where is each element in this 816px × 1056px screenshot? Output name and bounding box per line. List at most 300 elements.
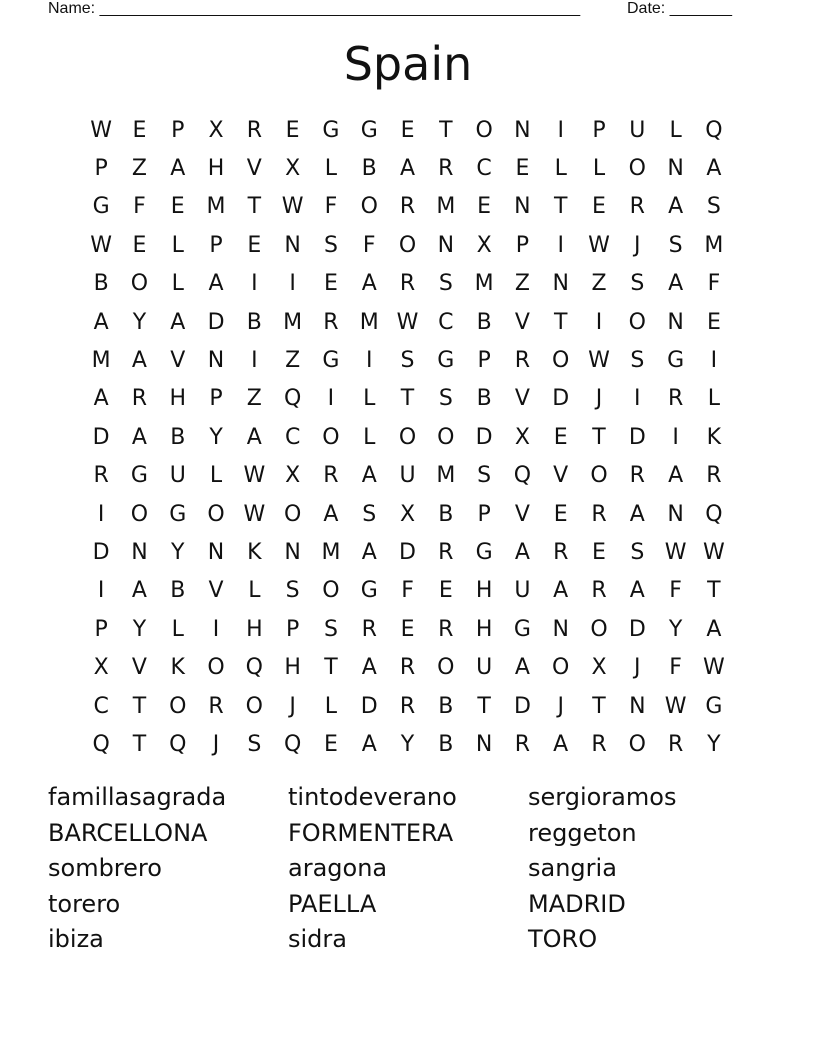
grid-letter: B bbox=[476, 309, 492, 335]
grid-letter: E bbox=[477, 194, 492, 220]
grid-letter: G bbox=[475, 539, 493, 565]
grid-letter: P bbox=[209, 232, 223, 258]
grid-row bbox=[82, 380, 734, 418]
grid-letter: R bbox=[438, 616, 454, 642]
grid-letter: P bbox=[285, 616, 300, 642]
grid-letter: T bbox=[553, 309, 568, 335]
grid-row bbox=[82, 303, 734, 341]
grid-letter: T bbox=[477, 693, 491, 719]
grid-letter: W bbox=[664, 693, 687, 719]
grid-letter: V bbox=[514, 501, 530, 527]
grid-row bbox=[82, 572, 734, 610]
grid-letter: N bbox=[552, 271, 569, 297]
grid-letter: S bbox=[285, 578, 300, 604]
grid-letter: B bbox=[93, 271, 109, 297]
grid-letter: F bbox=[133, 194, 146, 220]
grid-letter: I bbox=[251, 271, 258, 297]
grid-letter: B bbox=[170, 424, 186, 450]
grid-letter: J bbox=[595, 386, 603, 412]
grid-letter: V bbox=[131, 655, 147, 681]
grid-letter: E bbox=[592, 539, 606, 565]
grid-letter: O bbox=[552, 348, 570, 374]
grid-letter: V bbox=[514, 309, 530, 335]
grid-letter: M bbox=[91, 348, 111, 374]
grid-letter: E bbox=[323, 271, 338, 297]
grid-letter: A bbox=[514, 539, 530, 565]
grid-letter: M bbox=[436, 194, 456, 220]
grid-letter: P bbox=[171, 117, 185, 143]
grid-letter: S bbox=[630, 348, 645, 374]
grid-letter: N bbox=[629, 693, 646, 719]
grid-letter: N bbox=[475, 731, 493, 757]
grid-letter: A bbox=[706, 616, 722, 642]
grid-letter: G bbox=[667, 348, 685, 374]
word-bank-column bbox=[48, 780, 288, 958]
grid-letter: I bbox=[97, 501, 105, 527]
grid-letter: N bbox=[667, 309, 684, 335]
grid-letter: R bbox=[438, 156, 454, 182]
grid-letter: U bbox=[476, 655, 493, 681]
grid-letter: Y bbox=[668, 616, 683, 642]
grid-letter: R bbox=[553, 539, 569, 565]
grid-letter: R bbox=[208, 693, 224, 719]
grid-letter: A bbox=[514, 655, 530, 681]
grid-letter: R bbox=[438, 539, 454, 565]
grid-letter: L bbox=[592, 156, 606, 182]
grid-letter: J bbox=[634, 655, 641, 681]
grid-letter: N bbox=[284, 232, 301, 258]
grid-letter: O bbox=[628, 156, 646, 182]
grid-letter: O bbox=[628, 731, 646, 757]
grid-letter: O bbox=[398, 232, 417, 258]
grid-letter: I bbox=[212, 616, 220, 642]
word-bank-item: tintodeverano bbox=[288, 783, 457, 811]
grid-letter: H bbox=[169, 386, 187, 412]
grid-letter: I bbox=[289, 271, 296, 297]
grid-letter: B bbox=[476, 386, 492, 412]
grid-letter: L bbox=[171, 271, 184, 297]
grid-letter: W bbox=[90, 232, 113, 258]
grid-letter: O bbox=[283, 501, 302, 527]
grid-letter: C bbox=[438, 309, 454, 335]
grid-letter: Y bbox=[209, 424, 223, 450]
grid-letter: X bbox=[208, 117, 224, 143]
grid-letter: S bbox=[477, 463, 492, 489]
grid-letter: G bbox=[322, 348, 340, 374]
grid-letter: L bbox=[669, 117, 682, 143]
grid-letter: O bbox=[207, 501, 225, 527]
grid-letter: W bbox=[243, 501, 266, 527]
grid-letter: I bbox=[710, 348, 718, 374]
grid-letter: G bbox=[92, 194, 110, 220]
grid-letter: A bbox=[668, 194, 684, 220]
grid-letter: W bbox=[588, 348, 610, 374]
grid-letter: S bbox=[247, 731, 262, 757]
grid-letter: R bbox=[399, 693, 416, 719]
grid-letter: L bbox=[171, 232, 184, 258]
word-bank-item: aragona bbox=[288, 854, 388, 882]
grid-letter: W bbox=[90, 117, 113, 143]
grid-letter: Q bbox=[283, 386, 302, 412]
grid-letter: R bbox=[591, 731, 607, 757]
grid-letter: X bbox=[285, 156, 301, 182]
grid-letter: C bbox=[284, 424, 301, 450]
grid-letter: H bbox=[284, 655, 301, 681]
grid-letter: P bbox=[94, 156, 108, 182]
grid-letter: A bbox=[361, 539, 377, 565]
grid-letter: T bbox=[553, 194, 568, 220]
word-bank-item: torero bbox=[48, 889, 121, 918]
grid-letter: V bbox=[246, 156, 262, 182]
grid-letter: L bbox=[363, 424, 376, 450]
grid-letter: F bbox=[707, 271, 721, 297]
word-bank-column bbox=[528, 780, 768, 958]
grid-letter: R bbox=[361, 616, 377, 642]
grid-letter: T bbox=[132, 731, 147, 757]
grid-letter: Q bbox=[283, 731, 302, 757]
grid-row bbox=[82, 188, 734, 226]
grid-letter: N bbox=[437, 232, 455, 258]
grid-letter: R bbox=[246, 117, 262, 143]
grid-letter: Y bbox=[707, 731, 721, 757]
grid-letter: T bbox=[707, 578, 721, 604]
grid-letter: B bbox=[361, 156, 377, 182]
grid-letter: E bbox=[553, 424, 568, 450]
grid-letter: R bbox=[399, 271, 416, 297]
word-bank-item: reggeton bbox=[528, 818, 637, 847]
grid-letter: S bbox=[706, 194, 721, 220]
grid-letter: E bbox=[553, 501, 568, 527]
grid-letter: A bbox=[361, 463, 377, 489]
grid-letter: T bbox=[324, 655, 338, 681]
grid-letter: K bbox=[247, 539, 262, 565]
grid-letter: L bbox=[363, 386, 376, 412]
grid-letter: Q bbox=[92, 731, 110, 757]
grid-letter: G bbox=[169, 501, 187, 527]
grid-letter: T bbox=[439, 117, 453, 143]
grid-letter: W bbox=[243, 463, 266, 489]
grid-letter: V bbox=[208, 578, 224, 604]
grid-letter: O bbox=[590, 463, 608, 489]
grid-letter: F bbox=[362, 232, 376, 258]
grid-letter: I bbox=[557, 117, 564, 143]
grid-letter: Q bbox=[245, 655, 263, 681]
grid-row bbox=[82, 648, 734, 686]
word-bank-item: FORMENTERA bbox=[288, 818, 454, 847]
grid-letter: A bbox=[629, 501, 645, 527]
grid-letter: Z bbox=[285, 348, 301, 374]
grid-letter: S bbox=[438, 271, 453, 297]
grid-letter: R bbox=[591, 501, 607, 527]
grid-letter: D bbox=[628, 616, 646, 642]
grid-letter: I bbox=[365, 348, 373, 374]
grid-letter: D bbox=[92, 539, 110, 565]
grid-row bbox=[82, 533, 734, 571]
grid-letter: A bbox=[361, 731, 377, 757]
grid-letter: S bbox=[668, 232, 683, 258]
grid-letter: E bbox=[323, 731, 338, 757]
grid-letter: H bbox=[475, 578, 493, 604]
word-bank-item: TORO bbox=[528, 925, 598, 953]
grid-letter: E bbox=[285, 117, 300, 143]
grid-letter: U bbox=[629, 117, 646, 143]
grid-letter: I bbox=[672, 424, 679, 450]
grid-letter: O bbox=[590, 616, 608, 642]
grid-letter: S bbox=[630, 271, 645, 297]
grid-letter: L bbox=[707, 386, 721, 412]
grid-row bbox=[82, 418, 734, 456]
grid-letter: T bbox=[592, 424, 606, 450]
grid-letter: O bbox=[130, 501, 149, 527]
grid-letter: E bbox=[132, 232, 147, 258]
grid-letter: N bbox=[552, 616, 569, 642]
grid-letter: Q bbox=[169, 731, 187, 757]
grid-letter: S bbox=[323, 616, 338, 642]
grid-letter: I bbox=[634, 386, 641, 412]
grid-letter: E bbox=[400, 117, 415, 143]
grid-letter: O bbox=[130, 271, 149, 297]
grid-letter: B bbox=[438, 693, 454, 719]
grid-letter: E bbox=[592, 194, 606, 220]
grid-letter: R bbox=[667, 731, 684, 757]
grid-letter: A bbox=[323, 501, 339, 527]
grid-letter: X bbox=[285, 463, 301, 489]
word-bank-item: MADRID bbox=[528, 889, 626, 918]
grid-letter: Q bbox=[705, 117, 723, 143]
grid-letter: X bbox=[399, 501, 416, 527]
grid-letter: M bbox=[474, 271, 494, 297]
grid-letter: Y bbox=[132, 309, 147, 335]
grid-letter: N bbox=[514, 194, 531, 220]
grid-letter: I bbox=[557, 232, 564, 258]
grid-letter: E bbox=[706, 309, 721, 335]
grid-letter: B bbox=[438, 501, 454, 527]
grid-letter: N bbox=[514, 117, 531, 143]
grid-letter: J bbox=[212, 731, 220, 757]
grid-letter: L bbox=[209, 463, 223, 489]
grid-letter: P bbox=[515, 232, 530, 258]
grid-letter: T bbox=[400, 386, 415, 412]
grid-letter: U bbox=[169, 463, 186, 489]
grid-letter: C bbox=[476, 156, 492, 182]
grid-letter: W bbox=[703, 539, 725, 565]
grid-letter: Z bbox=[246, 386, 262, 412]
grid-letter: R bbox=[93, 463, 109, 489]
grid-letter: L bbox=[324, 693, 338, 719]
grid-letter: Y bbox=[171, 539, 185, 565]
grid-letter: R bbox=[667, 386, 684, 412]
grid-letter: J bbox=[634, 232, 641, 258]
word-bank-item: ibiza bbox=[48, 925, 104, 953]
grid-letter: A bbox=[668, 463, 684, 489]
grid-letter: N bbox=[667, 501, 684, 527]
grid-letter: M bbox=[359, 309, 379, 335]
grid-letter: B bbox=[246, 309, 262, 335]
word-bank-item: BARCELLONA bbox=[48, 818, 208, 847]
grid-letter: T bbox=[247, 194, 262, 220]
grid-letter: O bbox=[437, 655, 455, 681]
grid-letter: R bbox=[629, 194, 645, 220]
grid-letter: N bbox=[667, 156, 684, 182]
grid-letter: I bbox=[97, 578, 105, 604]
grid-letter: E bbox=[515, 156, 530, 182]
grid-letter: A bbox=[361, 655, 377, 681]
grid-letter: O bbox=[322, 578, 340, 604]
grid-letter: H bbox=[475, 616, 493, 642]
grid-letter: N bbox=[207, 539, 225, 565]
grid-letter: V bbox=[514, 386, 530, 412]
grid-letter: F bbox=[669, 655, 682, 681]
grid-letter: E bbox=[400, 616, 415, 642]
grid-letter: R bbox=[514, 731, 531, 757]
grid-letter: A bbox=[553, 578, 569, 604]
grid-row bbox=[82, 457, 734, 495]
grid-letter: M bbox=[436, 463, 456, 489]
grid-letter: A bbox=[208, 271, 224, 297]
grid-letter: X bbox=[514, 424, 530, 450]
grid-letter: F bbox=[669, 578, 682, 604]
grid-letter: N bbox=[207, 348, 225, 374]
grid-row bbox=[82, 265, 734, 303]
grid-letter: D bbox=[399, 539, 416, 565]
grid-letter: O bbox=[360, 194, 378, 220]
grid-letter: M bbox=[283, 309, 303, 335]
grid-letter: A bbox=[170, 309, 186, 335]
date-field-label: Date: _______ bbox=[627, 0, 732, 17]
grid-letter: J bbox=[557, 693, 564, 719]
grid-letter: P bbox=[477, 348, 491, 374]
grid-letter: E bbox=[247, 232, 262, 258]
grid-letter: A bbox=[131, 348, 147, 374]
grid-letter: F bbox=[401, 578, 414, 604]
grid-letter: R bbox=[706, 463, 722, 489]
grid-letter: Z bbox=[514, 271, 530, 297]
grid-letter: W bbox=[588, 232, 610, 258]
grid-letter: O bbox=[245, 693, 263, 719]
grid-letter: P bbox=[209, 386, 223, 412]
grid-letter: A bbox=[553, 731, 569, 757]
grid-letter: A bbox=[629, 578, 645, 604]
grid-letter: Y bbox=[400, 731, 415, 757]
grid-letter: E bbox=[170, 194, 185, 220]
grid-letter: I bbox=[327, 386, 335, 412]
grid-letter: O bbox=[398, 424, 417, 450]
grid-letter: O bbox=[322, 424, 340, 450]
grid-letter: N bbox=[131, 539, 148, 565]
grid-letter: Q bbox=[513, 463, 532, 489]
grid-letter: V bbox=[553, 463, 569, 489]
grid-row bbox=[82, 111, 734, 149]
grid-row bbox=[82, 687, 734, 725]
page-title: Spain bbox=[343, 37, 473, 91]
grid-letter: O bbox=[437, 424, 455, 450]
grid-letter: L bbox=[248, 578, 261, 604]
grid-letter: H bbox=[246, 616, 263, 642]
grid-letter: R bbox=[629, 463, 645, 489]
grid-letter: O bbox=[207, 655, 225, 681]
grid-letter: A bbox=[399, 156, 416, 182]
grid-letter: L bbox=[324, 156, 338, 182]
grid-letter: A bbox=[131, 578, 147, 604]
grid-letter: G bbox=[513, 616, 531, 642]
grid-letter: X bbox=[476, 232, 492, 258]
grid-letter: C bbox=[93, 693, 109, 719]
grid-letter: O bbox=[169, 693, 187, 719]
grid-row bbox=[82, 495, 734, 533]
grid-letter: U bbox=[514, 578, 531, 604]
name-field-label: Name: ______________________________________________________ bbox=[48, 0, 581, 17]
grid-letter: L bbox=[171, 616, 184, 642]
grid-letter: V bbox=[170, 348, 186, 374]
word-bank-item: sombrero bbox=[48, 854, 162, 882]
grid-letter: R bbox=[514, 348, 531, 374]
grid-letter: A bbox=[246, 424, 262, 450]
grid-letter: N bbox=[284, 539, 301, 565]
word-bank-item: sidra bbox=[288, 925, 347, 953]
grid-letter: P bbox=[592, 117, 606, 143]
grid-letter: G bbox=[360, 117, 378, 143]
grid-letter: M bbox=[704, 232, 724, 258]
grid-letter: A bbox=[170, 156, 186, 182]
word-bank-column bbox=[288, 780, 528, 958]
word-bank-item: PAELLA bbox=[288, 889, 377, 918]
grid-row bbox=[82, 610, 734, 648]
grid-letter: E bbox=[438, 578, 453, 604]
grid-letter: K bbox=[706, 424, 722, 450]
grid-letter: S bbox=[630, 539, 645, 565]
grid-letter: G bbox=[130, 463, 148, 489]
grid-row bbox=[82, 226, 734, 264]
grid-letter: B bbox=[170, 578, 186, 604]
grid-letter: S bbox=[400, 348, 415, 374]
grid-letter: R bbox=[399, 655, 416, 681]
grid-letter: U bbox=[399, 463, 416, 489]
grid-row bbox=[82, 149, 734, 187]
grid-letter: A bbox=[706, 156, 722, 182]
grid-letter: W bbox=[396, 309, 419, 335]
grid-letter: A bbox=[93, 386, 109, 412]
grid-letter: B bbox=[438, 731, 454, 757]
grid-letter: A bbox=[131, 424, 147, 450]
grid-letter: H bbox=[207, 156, 225, 182]
grid-letter: G bbox=[437, 348, 455, 374]
grid-letter: D bbox=[92, 424, 110, 450]
grid-letter: O bbox=[628, 309, 646, 335]
grid-letter: D bbox=[513, 693, 531, 719]
grid-letter: P bbox=[477, 501, 491, 527]
grid-letter: M bbox=[206, 194, 226, 220]
grid-letter: W bbox=[664, 539, 687, 565]
word-search-grid bbox=[82, 111, 734, 764]
grid-letter: Y bbox=[132, 616, 147, 642]
word-bank-item: famillasagrada bbox=[48, 783, 227, 811]
grid-letter: G bbox=[360, 578, 378, 604]
grid-letter: D bbox=[207, 309, 225, 335]
grid-letter: A bbox=[93, 309, 109, 335]
grid-row bbox=[82, 725, 734, 763]
grid-letter: Q bbox=[705, 501, 723, 527]
grid-letter: R bbox=[399, 194, 416, 220]
grid-letter: A bbox=[361, 271, 377, 297]
grid-letter: X bbox=[93, 655, 109, 681]
grid-letter: O bbox=[475, 117, 493, 143]
grid-letter: M bbox=[321, 539, 341, 565]
grid-letter: L bbox=[554, 156, 567, 182]
grid-letter: J bbox=[289, 693, 296, 719]
grid-letter: K bbox=[170, 655, 185, 681]
grid-letter: P bbox=[94, 616, 108, 642]
grid-letter: R bbox=[131, 386, 148, 412]
